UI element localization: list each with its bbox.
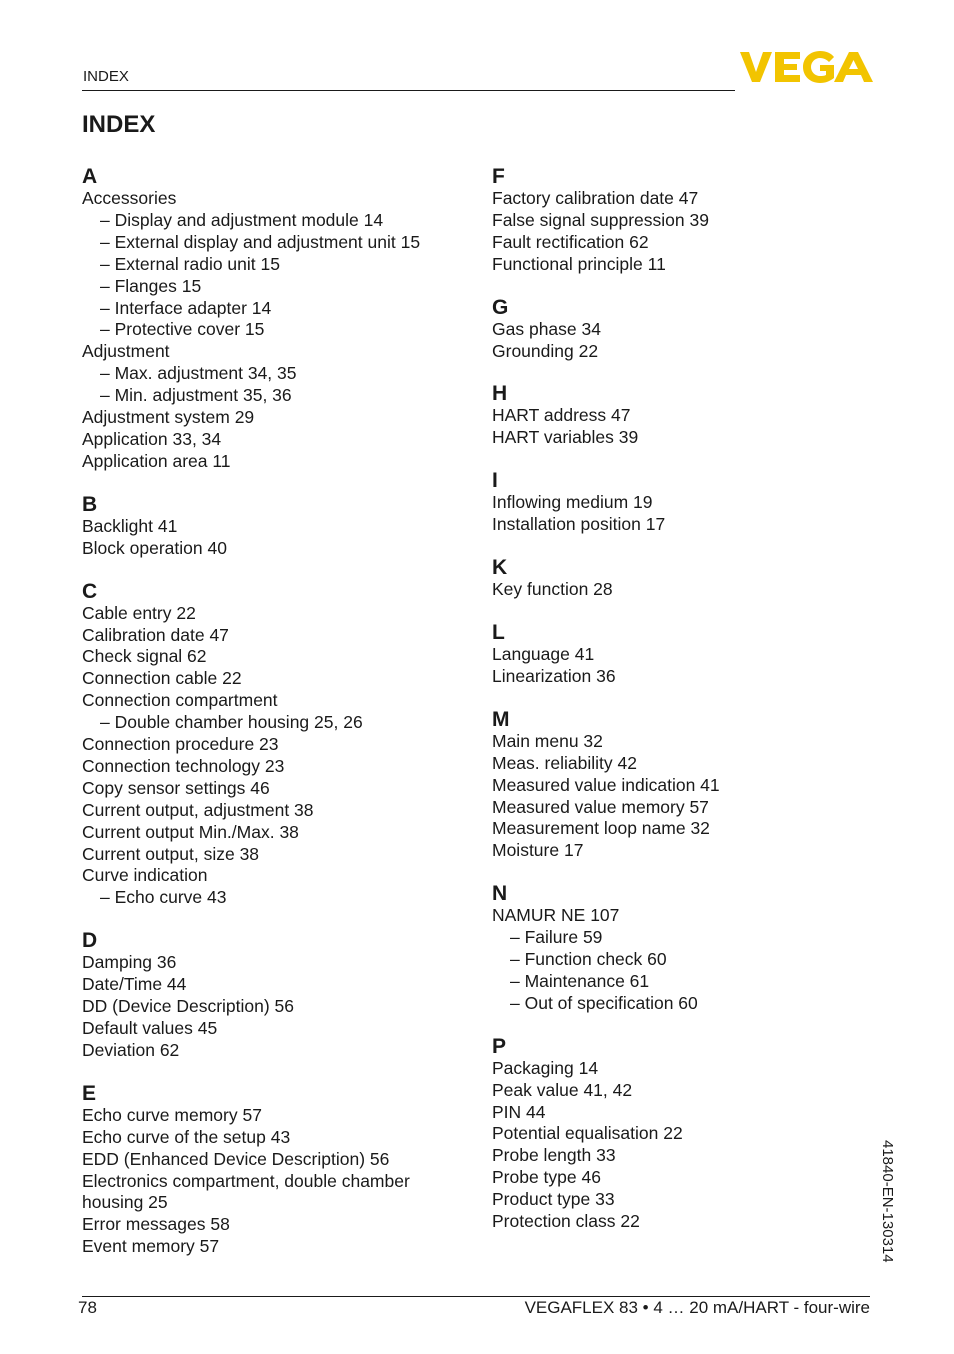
index-section-f — [492, 163, 892, 276]
index-entry: Connection procedure 23 — [82, 734, 279, 755]
index-entry: Application 33, 34 — [82, 428, 222, 449]
index-entry: Language 41 — [492, 643, 595, 664]
index-entry: Default values 45 — [82, 1018, 218, 1038]
index-section-n — [492, 880, 892, 1015]
index-entry: HART variables 39 — [492, 427, 639, 448]
index-entry: Factory calibration date 47 — [492, 188, 699, 208]
header-section-label: INDEX — [83, 68, 129, 85]
index-entry: Measured value indication 41 — [492, 774, 720, 795]
index-subentry: – Flanges 15 — [100, 275, 202, 296]
index-entry: Functional principle 11 — [492, 253, 666, 274]
index-entry: Packaging 14 — [492, 1057, 599, 1078]
section-letter: D — [82, 929, 98, 953]
index-section-e — [82, 1080, 482, 1258]
index-subentry: – Interface adapter 14 — [100, 297, 272, 318]
index-subentry: – Echo curve 43 — [100, 887, 227, 908]
index-section-d — [82, 927, 482, 1062]
section-letter: M — [492, 707, 510, 731]
index-subentry: – Maintenance 61 — [510, 970, 650, 991]
index-entry: housing 25 — [82, 1192, 168, 1213]
index-section-c — [82, 578, 482, 910]
index-entry: Connection cable 22 — [82, 668, 242, 689]
index-entry: Electronics compartment, double chamber — [82, 1170, 410, 1191]
index-entry: Adjustment — [82, 341, 170, 362]
index-entry: Potential equalisation 22 — [492, 1123, 683, 1144]
section-letter: F — [492, 165, 505, 188]
index-section-i — [492, 467, 892, 536]
index-section-l — [492, 619, 892, 688]
index-subentry: – Display and adjustment module 14 — [100, 209, 384, 230]
index-entry: Linearization 36 — [492, 665, 616, 686]
index-entry: Measured value memory 57 — [492, 796, 709, 817]
index-section-b — [82, 491, 482, 560]
index-entry: Connection compartment — [82, 690, 278, 711]
index-entry: Deviation 62 — [82, 1039, 180, 1060]
vega-logo — [740, 50, 874, 84]
index-column-left — [82, 163, 482, 1276]
index-entry: Moisture 17 — [492, 840, 584, 861]
section-letter: K — [492, 556, 508, 580]
section-letter: B — [82, 492, 98, 516]
index-entry: Calibration date 47 — [82, 624, 229, 645]
index-entry: Block operation 40 — [82, 537, 227, 558]
index-entry: Curve indication — [82, 865, 208, 886]
index-entry: Copy sensor settings 46 — [82, 777, 270, 798]
index-entry: Cable entry 22 — [82, 602, 196, 623]
section-letter: G — [492, 295, 509, 319]
section-letter: I — [492, 469, 498, 493]
index-entry: Accessories — [82, 188, 177, 208]
section-letter: L — [492, 620, 505, 644]
index-section-m — [492, 706, 892, 862]
index-entry: Echo curve memory 57 — [82, 1104, 262, 1125]
index-entry: Fault rectification 62 — [492, 231, 649, 252]
index-entry: DD (Device Description) 56 — [82, 996, 295, 1017]
index-entry: Backlight 41 — [82, 515, 178, 536]
index-entry: False signal suppression 39 — [492, 209, 709, 230]
index-subentry: – Double chamber housing 25, 26 — [100, 712, 363, 733]
index-entry: Check signal 62 — [82, 646, 207, 667]
index-entry: Grounding 22 — [492, 340, 599, 361]
index-section-k — [492, 554, 892, 601]
index-entry: Error messages 58 — [82, 1214, 230, 1235]
index-entry: Meas. reliability 42 — [492, 752, 637, 773]
index-section-h — [492, 380, 892, 449]
index-entry: Damping 36 — [82, 952, 177, 973]
section-letter: P — [492, 1034, 507, 1058]
footer-divider — [82, 1296, 870, 1297]
index-entry: Date/Time 44 — [82, 974, 187, 995]
index-entry: Inflowing medium 19 — [492, 492, 653, 513]
document-code: 41840-EN-130314 — [879, 1140, 896, 1263]
section-letter: E — [82, 1081, 97, 1105]
index-subentry: – External radio unit 15 — [100, 253, 280, 274]
index-entry: EDD (Enhanced Device Description) 56 — [82, 1148, 390, 1169]
product-name: VEGAFLEX 83 • 4 … 20 mA/HART - four-wire — [524, 1298, 870, 1317]
index-entry: HART address 47 — [492, 405, 631, 426]
index-entry: Connection technology 23 — [82, 755, 285, 776]
index-entry: Adjustment system 29 — [82, 407, 255, 428]
index-entry: PIN 44 — [492, 1101, 546, 1122]
index-entry: Probe type 46 — [492, 1167, 601, 1188]
index-column-right — [492, 163, 892, 1251]
index-subentry: – Out of specification 60 — [510, 992, 698, 1013]
page-title: INDEX — [82, 111, 156, 138]
index-subentry: – Failure 59 — [510, 927, 603, 948]
index-entry: NAMUR NE 107 — [492, 905, 620, 926]
header-divider — [82, 90, 735, 91]
index-entry: Application area 11 — [82, 450, 231, 471]
section-letter: N — [492, 882, 508, 906]
index-entry: Event memory 57 — [82, 1236, 220, 1257]
page-number: 78 — [78, 1298, 97, 1317]
index-entry: Key function 28 — [492, 579, 613, 600]
index-entry: Product type 33 — [492, 1189, 615, 1210]
index-entry: Main menu 32 — [492, 730, 603, 751]
index-subentry: – Max. adjustment 34, 35 — [100, 363, 297, 384]
index-entry: Probe length 33 — [492, 1145, 616, 1166]
index-subentry: – Function check 60 — [510, 949, 667, 970]
index-entry: Measurement loop name 32 — [492, 818, 710, 839]
index-subentry: – Min. adjustment 35, 36 — [100, 385, 292, 406]
index-subentry: – Protective cover 15 — [100, 319, 265, 340]
index-entry: Current output, size 38 — [82, 843, 260, 864]
index-section-a — [82, 163, 482, 473]
section-letter: A — [82, 165, 98, 188]
index-entry: Current output Min./Max. 38 — [82, 821, 299, 842]
index-entry: Peak value 41, 42 — [492, 1079, 633, 1100]
index-entry: Current output, adjustment 38 — [82, 799, 314, 820]
section-letter: C — [82, 579, 98, 603]
index-section-g — [492, 294, 892, 363]
index-entry: Gas phase 34 — [492, 318, 601, 339]
index-subentry: – External display and adjustment unit 15 — [100, 231, 421, 252]
index-entry: Installation position 17 — [492, 514, 666, 535]
section-letter: H — [492, 382, 508, 406]
index-entry: Echo curve of the setup 43 — [82, 1126, 291, 1147]
index-entry: Protection class 22 — [492, 1211, 640, 1232]
index-section-p — [492, 1033, 892, 1233]
